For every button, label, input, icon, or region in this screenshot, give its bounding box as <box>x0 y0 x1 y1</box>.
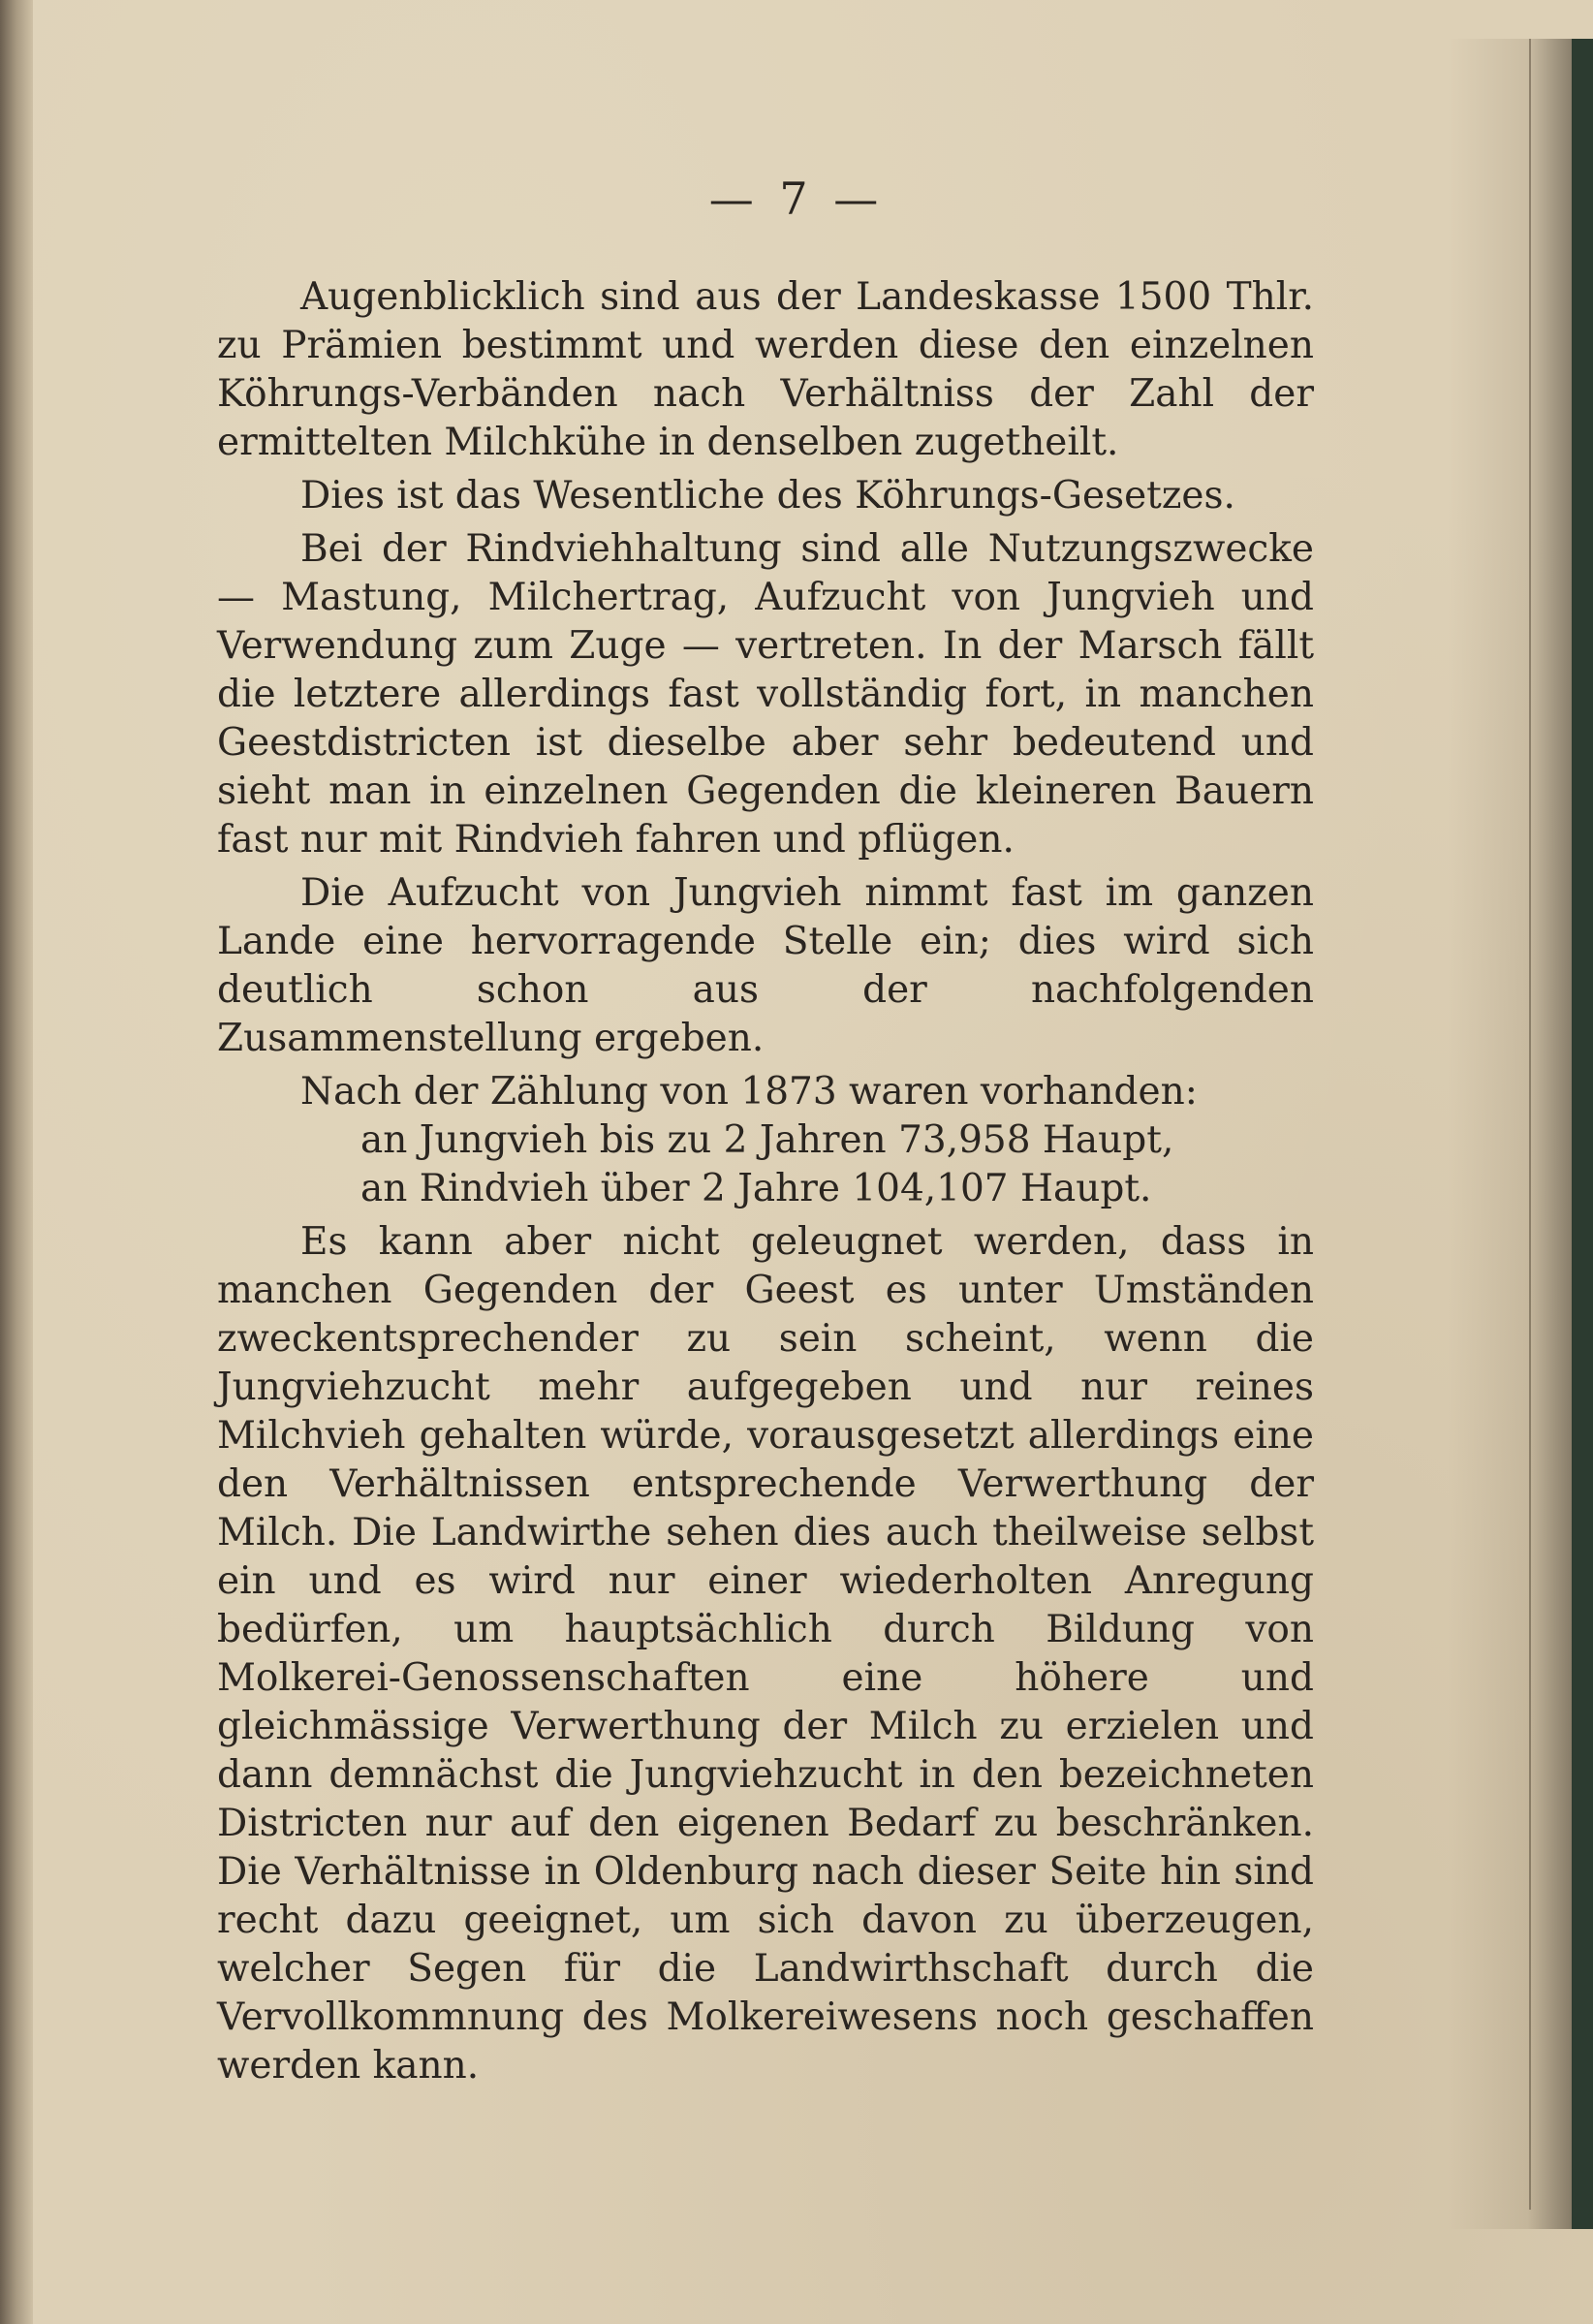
census-item-cattle: an Rindvieh über 2 Jahre 104,107 Haupt. <box>360 1167 1152 1210</box>
census-item-young-cattle: an Jungvieh bis zu 2 Jahren 73,958 Haupt, <box>360 1118 1174 1162</box>
body-text <box>217 273 1314 2095</box>
book-cover-edge <box>1572 39 1593 2229</box>
page-number: — 7 — <box>708 173 885 225</box>
paragraph-dairy: Es kann aber nicht geleugnet werden, dass in manchen Gegenden der Geest es unter Umständen zweckentsprechender zu sein scheint, wenn die Jungviehzucht mehr aufgegeben und nur reines Milchvieh gehalten würde, vorausgesetzt allerdings eine den Verhältnissen entsprechende Verwerthung der Milch. Die Landwirthe sehen dies auch theilweise selbst ein und es wird nur einer wiederholten Anregung bedürfen, um hauptsächlich durch Bildung von Molkerei-Genossenschaften eine höhere und gleichmässige Verwerthung der Milch zu erzielen und dann demnächst die Jungviehzucht in den bezeichneten Districten nur auf den eigenen Bedarf zu beschränken. Die Verhältnisse in Oldenburg nach dieser Seite hin sind recht dazu geeignet, um sich davon zu überzeugen, welcher Segen für die Landwirthschaft durch die Vervollkommnung des Molkereiwesens noch geschaffen werden kann. <box>217 1220 1314 2088</box>
page-edge-line <box>1529 39 1531 2210</box>
paragraph-premiums: Augenblicklich sind aus der Landeskasse 1500 Thlr. zu Prämien bestimmt und werden diese den einzelnen Köhrungs-Verbänden nach Verhältniss der Zahl der ermittelten Milchkühe in denselben zugetheilt. <box>217 275 1314 464</box>
paragraph-cattle-keeping: Bei der Rindviehhaltung sind alle Nutzungszwecke — Mastung, Milchertrag, Aufzucht von Jungvieh und Verwendung zum Zuge — vertreten. In der Marsch fällt die letztere allerdings fast vollständig fort, in manchen Geestdistricten ist dieselbe aber sehr bedeutend und sieht man in einzelnen Gegenden die kleineren Bauern fast nur mit Rindvieh fahren und pflügen. <box>217 527 1314 862</box>
paragraph-young-cattle: Die Aufzucht von Jungvieh nimmt fast im ganzen Lande eine hervorragende Stelle ein; dies wird sich deutlich schon aus der nachfolgenden Zusammenstellung ergeben. <box>217 871 1314 1060</box>
paragraph-law-summary: Dies ist das Wesentliche des Köhrungs-Gesetzes. <box>300 474 1235 518</box>
paragraph-census-intro: Nach der Zählung von 1873 waren vorhanden: <box>300 1070 1198 1114</box>
binding-gutter <box>0 0 33 2324</box>
